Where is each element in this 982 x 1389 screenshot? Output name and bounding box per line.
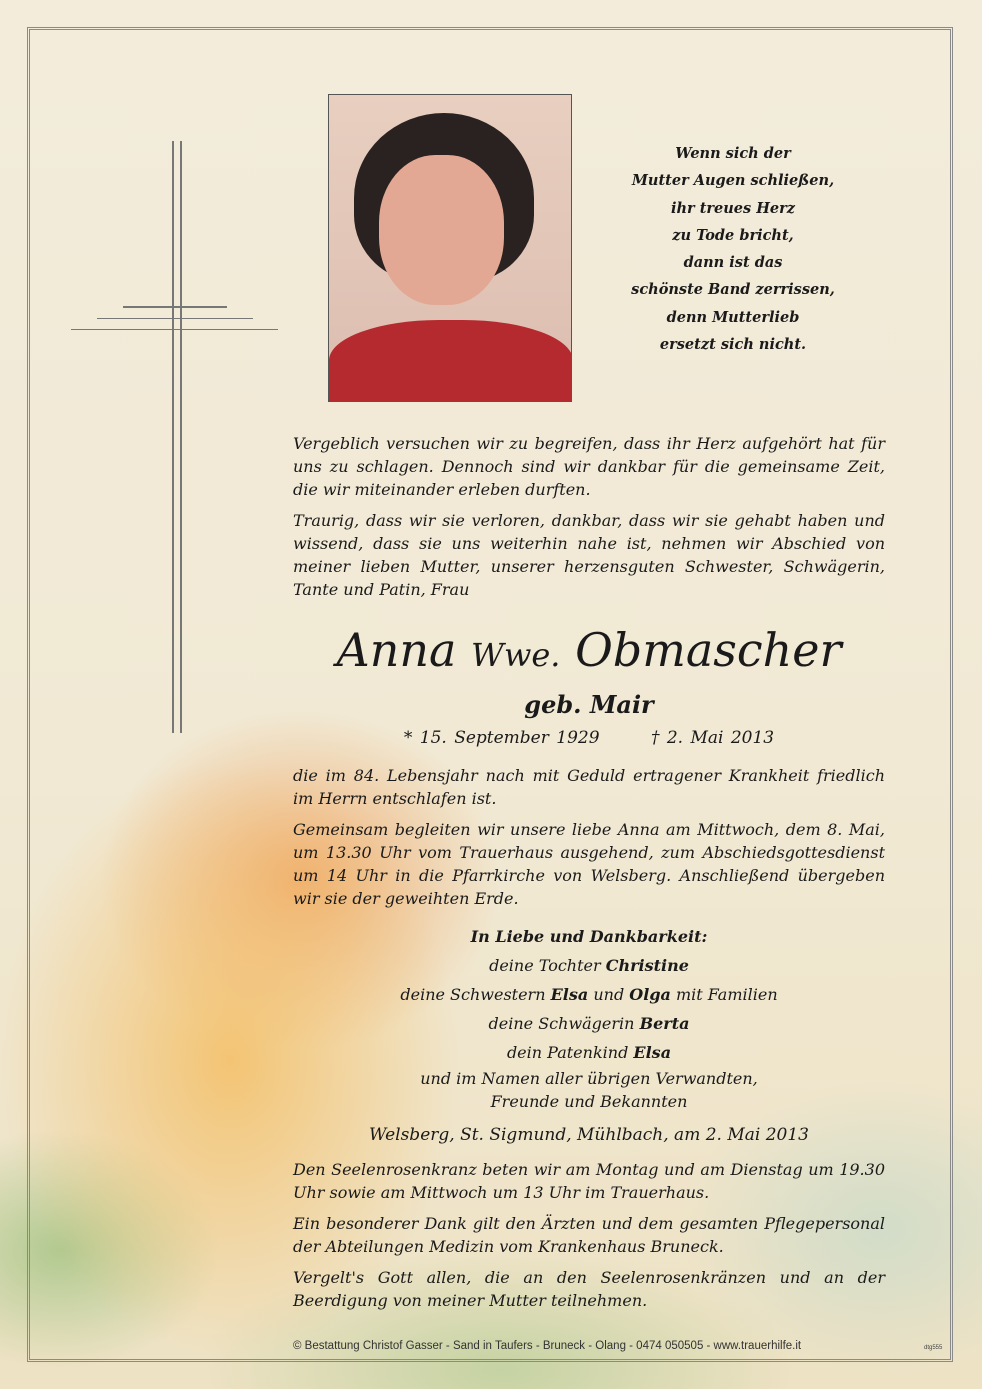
paragraph: Ein besonderer Dank gilt den Ärzten und dem gesamten Pflegepersonal der Abteilungen Medizin vom Krankenhaus Bruneck. — [293, 1214, 885, 1256]
mourner-name: Elsa — [550, 985, 589, 1004]
portrait-photo — [328, 94, 572, 402]
life-dates — [293, 728, 885, 748]
poem-line: ihr treues Herz — [670, 199, 796, 217]
mourner-name: Christine — [605, 956, 689, 975]
mourner-name: Olga — [629, 985, 671, 1004]
poem — [600, 140, 866, 358]
mourner-name: Berta — [639, 1014, 690, 1033]
place-date: Welsberg, St. Sigmund, Mühlbach, am 2. Mai 2013 — [369, 1125, 809, 1145]
paragraph: Den Seelenrosenkranz beten wir am Montag und am Dienstag um 19.30 Uhr sowie am Mittwoch um 13 Uhr im Trauerhaus. — [293, 1160, 885, 1202]
poem-line: ersetzt sich nicht. — [659, 336, 807, 354]
first-name: Anna — [336, 623, 457, 677]
mourners-list — [293, 922, 885, 1113]
conjunction: und — [593, 985, 625, 1004]
poem-line: schönste Band zerrissen, — [631, 281, 835, 299]
relation: deine Tochter — [489, 956, 601, 975]
death-date: † 2. Mai 2013 — [650, 728, 775, 748]
paragraph: Traurig, dass wir sie verloren, dankbar, dass wir sie gehabt haben und wissend, dass sie uns weiterhin nahe ist, nehmen wir Abschied von meiner lieben Mutter, unserer herzensguten Schwester, Schwägerin, Tante und Patin, Frau — [293, 511, 885, 599]
poem-line: denn Mutterlieb — [666, 308, 800, 326]
birth-date: * 15. September 1929 — [403, 728, 600, 748]
poem-line: Mutter Augen schließen, — [631, 172, 835, 190]
poem-line: Wenn sich der — [675, 145, 791, 162]
relation: mit Familien — [675, 985, 778, 1004]
relation: deine Schwägerin — [488, 1014, 635, 1033]
birth-name: geb. Mair — [524, 690, 654, 719]
footer-credit: © Bestattung Christof Gasser - Sand in Taufers - Bruneck - Olang - 0474 050505 - www.trauerhilfe.it — [293, 1340, 802, 1352]
poem-line: zu Tode bricht, — [672, 226, 794, 244]
deceased-name — [293, 620, 885, 685]
paragraph: Vergeblich versuchen wir zu begreifen, dass ihr Herz aufgehört hat für uns zu schlagen. Dennoch sind wir dankbar für die gemeinsame Zeit, die wir miteinander erleben durften. — [293, 434, 885, 499]
paragraph: Gemeinsam begleiten wir unsere liebe Anna am Mittwoch, dem 8. Mai, um 13.30 Uhr vom Trauerhaus ausgehend, zum Abschiedsgottesdienst um 14 Uhr in die Pfarrkirche von Welsberg. Anschließend übergeben wir sie der geweihten Erde. — [293, 820, 885, 908]
relation: dein Patenkind — [506, 1043, 629, 1062]
mourners-line: Freunde und Bekannten — [490, 1092, 688, 1111]
mourner-name: Elsa — [633, 1043, 672, 1062]
poem-line: dann ist das — [683, 254, 783, 272]
mourners-line: und im Namen aller übrigen Verwandten, — [420, 1069, 758, 1088]
closing-text — [293, 1158, 885, 1320]
mourners-heading: In Liebe und Dankbarkeit: — [470, 927, 708, 946]
body-text — [293, 764, 885, 918]
template-code: dtg555 — [924, 1345, 943, 1351]
paragraph: Vergelt's Gott allen, die an den Seelenrosenkränzen und an der Beerdigung von meiner Mutter teilnehmen. — [293, 1268, 885, 1310]
widow-label: Wwe. — [471, 636, 561, 674]
last-name: Obmascher — [575, 623, 842, 677]
intro-text — [293, 432, 885, 609]
relation: deine Schwestern — [400, 985, 546, 1004]
paragraph: die im 84. Lebensjahr nach mit Geduld ertragener Krankheit friedlich im Herrn entschlafen ist. — [293, 766, 885, 808]
